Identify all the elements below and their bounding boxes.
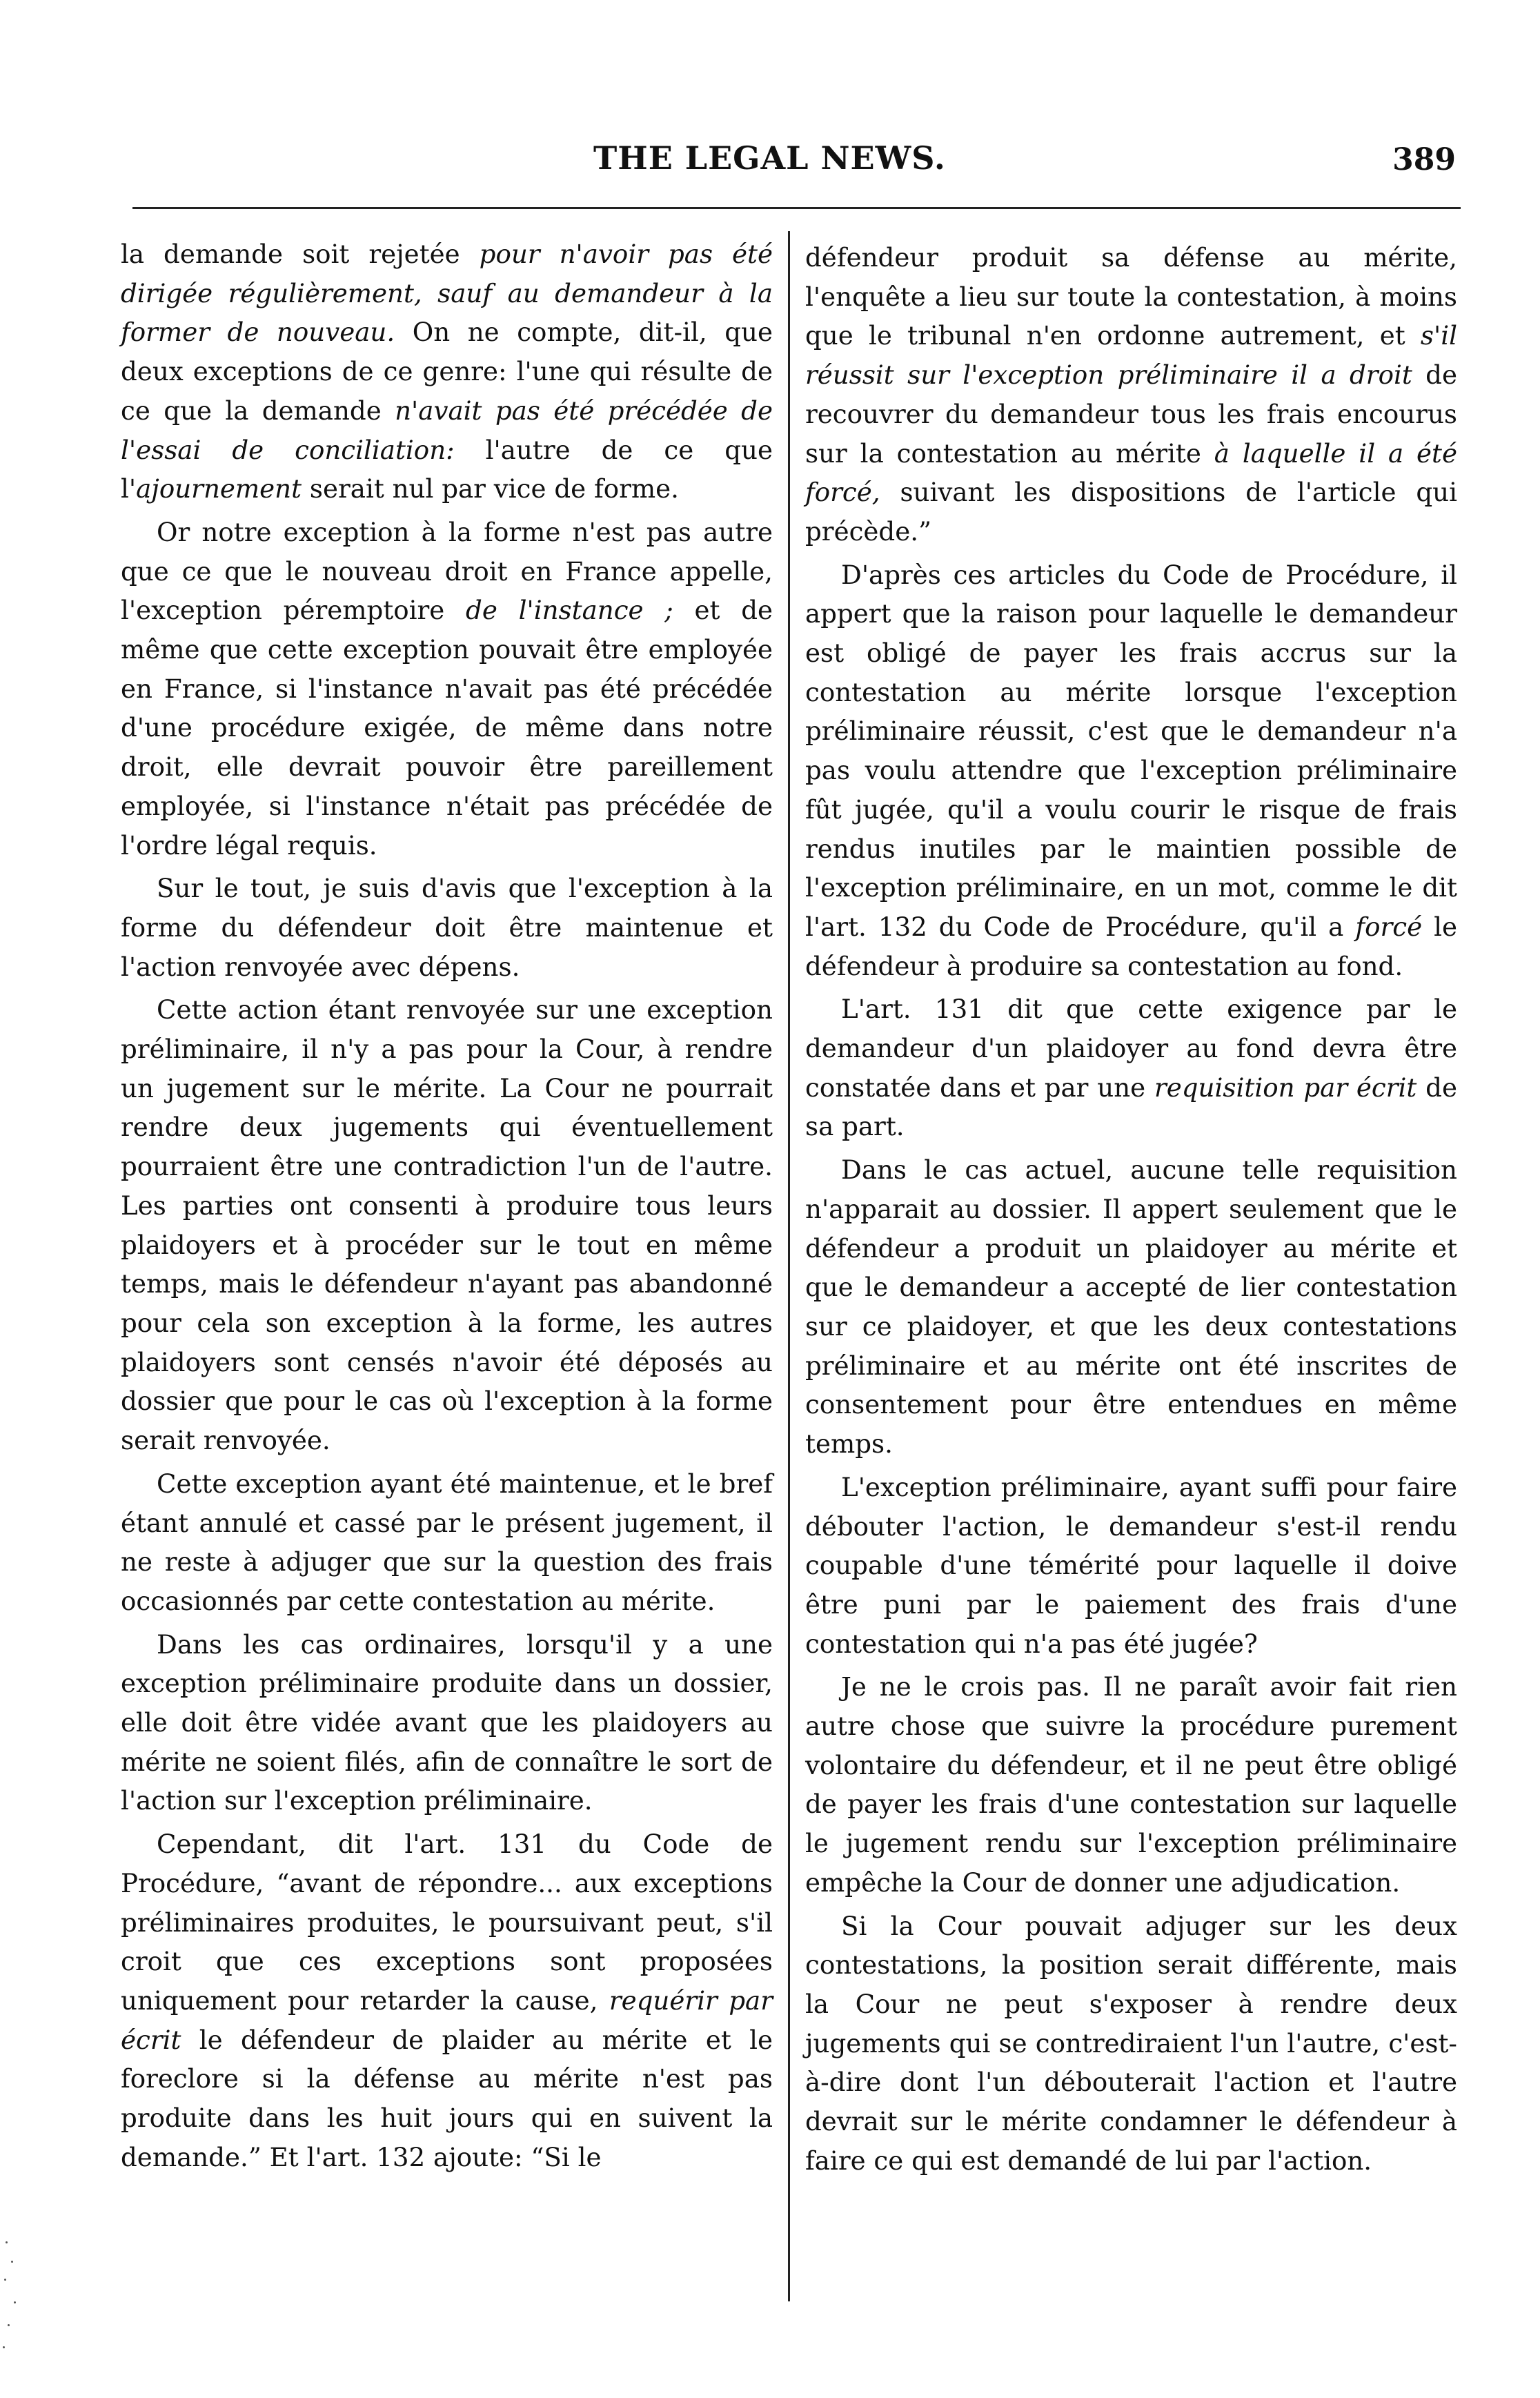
text-run: Cette action étant renvoyée sur une exception préliminaire, il n'y a pas pour la Cour, à rendre un jugement sur le mérite. La Cour ne pourrait rendre deux jugements qui éventuellement pourraient être une contradiction l'un de l'autre. Les parties ont consenti à produire tous leurs plaidoyers et à procéder sur le tout en même temps, mais le défendeur n'ayant pas abandonné pour cela son exception à la forme, les autres plaidoyers sont censés n'avoir été déposés au dossier que pour le cas où l'exception à la forme serait renvoyée. xyxy=(121,994,773,1456)
running-head: THE LEGAL NEWS. xyxy=(593,139,946,177)
text-run: D'après ces articles du Code de Procédure, il appert que la raison pour laquelle le demandeur est obligé de payer les frais accrus sur la contestation au mérite lorsque l'exception préliminaire réussit, c'est que le demandeur n'a pas voulu attendre que l'exception préliminaire fût jugée, qu'il a voulu courir le risque de frais rendus inutiles par le maintien possible de l'exception préliminaire, en un mot, comme le dit l'art. 132 du Code de Procédure, qu'il a xyxy=(805,559,1457,942)
text-run: l'autre de ce que l' xyxy=(121,434,773,504)
paragraph xyxy=(805,556,1457,986)
paragraph xyxy=(805,1667,1457,1902)
paragraph xyxy=(121,1464,773,1621)
paragraph xyxy=(121,1625,773,1821)
text-run: suivant les dispositions de l'article qui précède.” xyxy=(805,477,1457,547)
text-run: Je ne le crois pas. Il ne paraît avoir fait rien autre chose que suivre la procédure purement volontaire du défendeur, et il ne peut être obligé de payer les frais d'une contestation sur laquelle le jugement rendu sur l'exception préliminaire empêche la Cour de donner une adjudication. xyxy=(805,1671,1457,1898)
italic-text: à laquelle il a été forcé, xyxy=(805,438,1457,508)
italic-text: ajournement xyxy=(136,473,302,504)
text-run: Cependant, dit l'art. 131 du Code de Procédure, “avant de répondre... aux exceptions préliminaires produites, le poursuivant peut, s'il croit que ces exceptions sont proposées uniquement pour retarder la cause, xyxy=(121,1829,773,2016)
text-run: Cette exception ayant été maintenue, et le bref étant annulé et cassé par le présent jugement, il ne reste à adjuger que sur la question des frais occasionnés par cette contestation au mérite. xyxy=(121,1468,773,1616)
italic-text: forcé xyxy=(1355,911,1423,942)
header-rule xyxy=(132,207,1461,209)
paragraph xyxy=(121,235,773,509)
text-run: L'art. 131 dit que cette exigence par le demandeur d'un plaidoyer au fond devra être constatée dans et par une xyxy=(805,994,1457,1103)
text-run: la demande soit rejetée xyxy=(121,239,480,269)
text-run: défendeur produit sa défense au mérite, l'enquête a lieu sur toute la contestation, à moins que le tribunal n'en ordonne autrement, et xyxy=(805,242,1457,351)
text-run: serait nul par vice de forme. xyxy=(302,473,679,504)
paragraph xyxy=(805,1468,1457,1664)
paragraph xyxy=(121,1825,773,2176)
paragraph xyxy=(121,869,773,986)
text-run: Or notre exception à la forme n'est pas autre que ce que le nouveau droit en France appelle, l'exception péremptoire xyxy=(121,516,773,626)
text-run: L'exception préliminaire, ayant suffi pour faire débouter l'action, le demandeur s'est-il rendu coupable d'une témérité pour laquelle il doive être puni par le paiement des frais d'une contestation qui n'a pas été jugée? xyxy=(805,1471,1457,1659)
text-run: de sa part. xyxy=(805,1072,1457,1142)
paragraph xyxy=(121,513,773,865)
paragraph xyxy=(121,990,773,1460)
paragraph xyxy=(805,238,1457,551)
paragraph xyxy=(805,990,1457,1146)
page-number: 389 xyxy=(1392,142,1456,177)
paragraph xyxy=(805,1150,1457,1464)
italic-text: requérir par écrit xyxy=(121,1985,773,2055)
text-run: Dans les cas ordinaires, lorsqu'il y a une exception préliminaire produite dans un dossier, elle doit être vidée avant que les plaidoyers au mérite ne soient filés, afin de connaître le sort de l'action sur l'exception préliminaire. xyxy=(121,1629,773,1816)
right-column xyxy=(805,238,1457,2184)
italic-text: requisition par écrit xyxy=(1154,1072,1417,1103)
left-column xyxy=(121,235,773,2181)
paragraph xyxy=(805,1907,1457,2181)
italic-text: s'il réussit sur l'exception préliminaire il a droit xyxy=(805,320,1457,391)
text-run: le défendeur à produire sa contestation au fond. xyxy=(805,911,1457,981)
text-run: On ne compte, dit-il, que deux exceptions de ce genre: l'une qui résulte de ce que la demande xyxy=(121,317,773,426)
column-divider xyxy=(788,231,790,2301)
italic-text: n'avait pas été précédée de l'essai de conciliation: xyxy=(121,395,773,465)
text-run: de recouvrer du demandeur tous les frais encourus sur la contestation au mérite xyxy=(805,360,1457,469)
text-run: Si la Cour pouvait adjuger sur les deux contestations, la position serait différente, mais la Cour ne peut s'exposer à rendre deux jugements qui se contrediraient l'un l'autre, c'est-à-dire dont l'un débouterait l'action et l'autre devrait sur le mérite condamner le défendeur à faire ce qui est demandé de lui par l'action. xyxy=(805,1910,1457,2176)
text-run: le défendeur de plaider au mérite et le foreclore si la défense au mérite n'est pas produite dans les huit jours qui en suivent la demande.” Et l'art. 132 ajoute: “Si le xyxy=(121,2024,773,2172)
text-run: Dans le cas actuel, aucune telle requisition n'apparait au dossier. Il appert seulement que le défendeur a produit un plaidoyer au mérite et que le demandeur a accepté de lier contestation sur ce plaidoyer, et que les deux contestations préliminaire et au mérite ont été inscrites de consentement pour être entendues en même temps. xyxy=(805,1154,1457,1460)
text-run: Sur le tout, je suis d'avis que l'exception à la forme du défendeur doit être maintenue et l'action renvoyée avec dépens. xyxy=(121,873,773,982)
scan-specks xyxy=(1,2236,21,2374)
text-run: et de même que cette exception pouvait être employée en France, si l'instance n'avait pas été précédée d'une procédure exigée, de même dans notre droit, elle devrait pouvoir être pareillement employée, si l'instance n'était pas précédée de l'ordre légal requis. xyxy=(121,595,773,861)
italic-text: pour n'avoir pas été dirigée régulièrement, sauf au demandeur à la former de nouveau. xyxy=(121,239,773,348)
italic-text: de l'instance ; xyxy=(466,595,673,626)
